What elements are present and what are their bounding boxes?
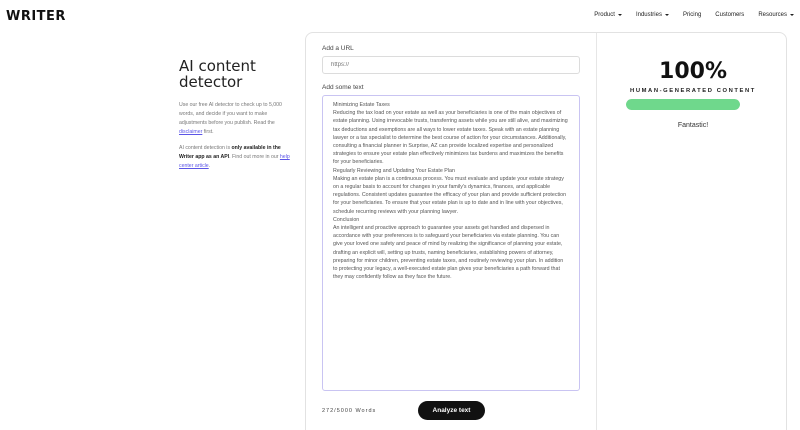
url-input[interactable] bbox=[322, 56, 580, 74]
nav-label: Industries bbox=[635, 12, 662, 18]
description-text: Use our free AI detector to check up to 5,000 words, and decide if you want to make adjustments before you publish. Read the bbox=[179, 102, 282, 126]
score-bar bbox=[626, 99, 740, 110]
text-paragraph: Making an estate plan is a continuous process. You must evaluate and update your estate strategy on a regular basis to account for changes in your family's dynamics, finances, and applicable regulations. Consistent updates guarantee the efficacy of your plan and provide sufficient protection for your beneficiaries. To ensure that your estate plan is up to date and in line with your objectives, schedule recurring reviews with your planning lawyer. bbox=[333, 175, 567, 215]
detector-card bbox=[305, 32, 787, 430]
description-end: first. bbox=[202, 129, 214, 135]
caret-down-icon bbox=[618, 14, 622, 16]
nav-item-resources[interactable] bbox=[758, 12, 794, 18]
text-input-area[interactable] bbox=[322, 95, 580, 391]
title-line-2: detector bbox=[179, 73, 243, 91]
score-bar-fill bbox=[626, 99, 740, 110]
text-paragraph: Regularly Reviewing and Updating Your Estate Plan bbox=[333, 167, 455, 174]
nav-item-product[interactable] bbox=[594, 12, 622, 18]
description bbox=[179, 101, 291, 137]
top-nav bbox=[594, 12, 794, 18]
title-line-1: AI content bbox=[179, 57, 256, 75]
text-paragraph: Reducing the tax load on your estate as well as your beneficiaries is one of the main objectives of estate planning. Using irrevocable trusts, transferring assets while you are still alive, and maximizing tax deductions and exemptions are all ways to lower estate taxes. Speak with an estate planning lawyer or a tax specialist to determine the best course of action for your circumstances. Additionally, consulting a financial planner in Surprise, AZ can provide localized expertise and personalized strategies to ensure your estate plan effectively minimizes tax burdens and maximizes the benefits for your beneficiaries. bbox=[333, 110, 568, 166]
page-title bbox=[179, 58, 291, 90]
url-label: Add a URL bbox=[322, 45, 354, 52]
word-counter: 272/5000 Words bbox=[322, 408, 377, 414]
nav-item-customers[interactable] bbox=[715, 12, 744, 18]
api-note-end: . bbox=[208, 163, 211, 169]
verdict-text: Fantastic! bbox=[677, 122, 709, 129]
nav-label: Resources bbox=[758, 12, 787, 18]
text-label: Add some text bbox=[322, 84, 364, 91]
api-note-bold: only available in the Writer app as an API bbox=[179, 145, 281, 160]
analyze-text-button[interactable]: Analyze text bbox=[418, 401, 485, 420]
api-note-prefix: AI content detection is bbox=[179, 145, 232, 151]
api-note bbox=[179, 144, 291, 171]
score-value: 100% bbox=[659, 59, 727, 84]
nav-label: Customers bbox=[715, 12, 745, 18]
nav-item-industries[interactable] bbox=[636, 12, 669, 18]
score-label: HUMAN-GENERATED CONTENT bbox=[630, 88, 756, 94]
disclaimer-link[interactable]: disclaimer bbox=[179, 129, 203, 135]
panel-divider bbox=[596, 33, 597, 430]
nav-label: Pricing bbox=[682, 12, 702, 18]
text-paragraph: An intelligent and proactive approach to guarantee your assets get handled and dispersed in accordance with your preferences is to safeguard your beneficiaries via estate planning. You can give your loved one safety and peace of mind by realizing the significance of planning your estate, drafting an explicit will, setting up trusts, naming beneficiaries, establishing powers of attorney, preparing for minor children, preventing estate taxes, and routinely reviewing your plan. In addition to protecting your legacy, a well-executed estate plan gives your beneficiaries a path forward that they may confidently follow as they face the future. bbox=[333, 225, 564, 281]
writer-logo[interactable]: WRITER bbox=[6, 9, 66, 24]
info-column bbox=[179, 58, 291, 171]
caret-down-icon bbox=[790, 14, 794, 16]
caret-down-icon bbox=[665, 14, 669, 16]
nav-item-pricing[interactable] bbox=[683, 12, 701, 18]
text-paragraph: Minimizing Estate Taxes bbox=[333, 102, 390, 108]
nav-label: Product bbox=[594, 12, 615, 18]
api-note-mid: . Find out more in our bbox=[229, 154, 280, 160]
help-center-link[interactable]: help center article bbox=[179, 154, 290, 169]
text-paragraph: Conclusion bbox=[333, 216, 360, 223]
